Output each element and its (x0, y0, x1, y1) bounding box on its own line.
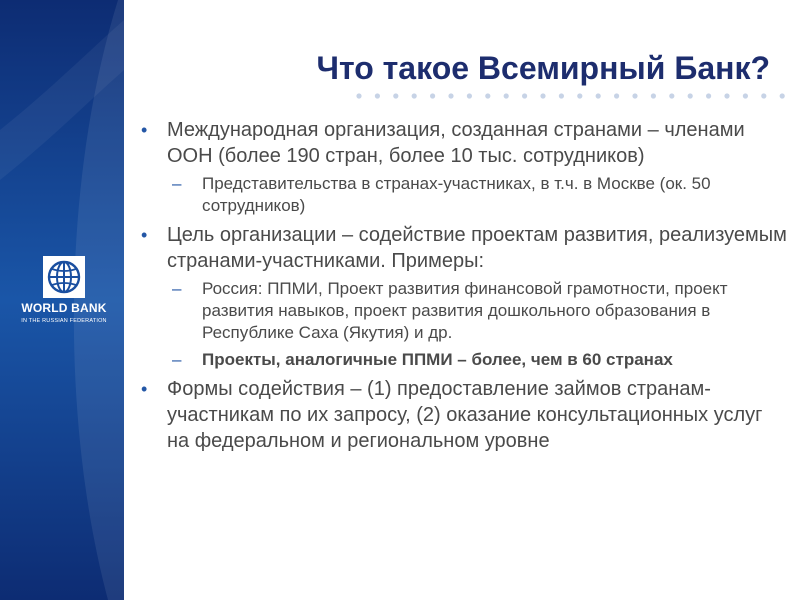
divider-dot (669, 93, 674, 98)
divider-dot (614, 93, 619, 98)
divider-dot (651, 93, 656, 98)
divider-dot (522, 93, 527, 98)
bullet-2-text: Цель организации – содействие проектам развития, реализуемым странами-участниками. Примеры: (167, 224, 787, 272)
divider-dot (761, 93, 766, 98)
divider-dot (559, 93, 564, 98)
divider-dot (430, 93, 435, 98)
bullet-marker: • (141, 379, 148, 399)
bullet-1-sub-1-text: Представительства в странах-участниках, в т.ч. в Москве (ок. 50 сотрудников) (202, 174, 711, 215)
globe-icon (43, 256, 85, 298)
bullet-3-text: Формы содействия – (1) предоставление займов странам-участникам по их запросу, (2) оказание консультационных услуг на федеральном и региональном уровне (167, 378, 763, 452)
logo-name: WORLD BANK (21, 301, 107, 315)
divider-dot (596, 93, 601, 98)
slide-title: Что такое Всемирный Банк? (316, 50, 770, 86)
divider-dot (780, 93, 785, 98)
title-dot-divider (355, 92, 795, 100)
divider-dot (375, 93, 380, 98)
bullet-2-sub-2-text: Проекты, аналогичные ППМИ – более, чем в 60 странах (202, 350, 673, 369)
divider-dot (706, 93, 711, 98)
bullet-1-text: Международная организация, созданная странами – членами ООН (более 190 стран, более 10 тыс. сотрудников) (167, 119, 745, 167)
divider-dot (688, 93, 693, 98)
bullet-2 (140, 222, 788, 274)
bullet-marker: • (141, 225, 148, 245)
divider-dot (632, 93, 637, 98)
divider-dot (485, 93, 490, 98)
divider-dot (743, 93, 748, 98)
bullet-3 (140, 376, 788, 454)
bullet-2-sub-1-text: Россия: ППМИ, Проект развития финансовой грамотности, проект развития навыков, проект развития дошкольного образования в Республике Саха (Якутия) и др. (202, 279, 728, 342)
logo-subtitle: IN THE RUSSIAN FEDERATION (21, 318, 107, 324)
dash-marker: – (172, 279, 182, 298)
bullet-1 (140, 117, 788, 169)
bullet-marker: • (141, 120, 148, 140)
divider-dot (467, 93, 472, 98)
divider-dot (393, 93, 398, 98)
bullet-list (140, 117, 788, 458)
bullet-1-sub-1 (140, 173, 788, 217)
bullet-2-sub-2 (140, 349, 788, 371)
divider-dot (412, 93, 417, 98)
dash-marker: – (172, 350, 182, 369)
divider-dot (577, 93, 582, 98)
dash-marker: – (172, 174, 182, 193)
divider-dot (724, 93, 729, 98)
divider-dot (448, 93, 453, 98)
left-brand-panel (0, 0, 124, 600)
divider-dot (540, 93, 545, 98)
divider-dot (356, 93, 361, 98)
bullet-2-sub-1 (140, 278, 788, 344)
divider-dot (504, 93, 509, 98)
world-bank-logo (8, 256, 120, 324)
